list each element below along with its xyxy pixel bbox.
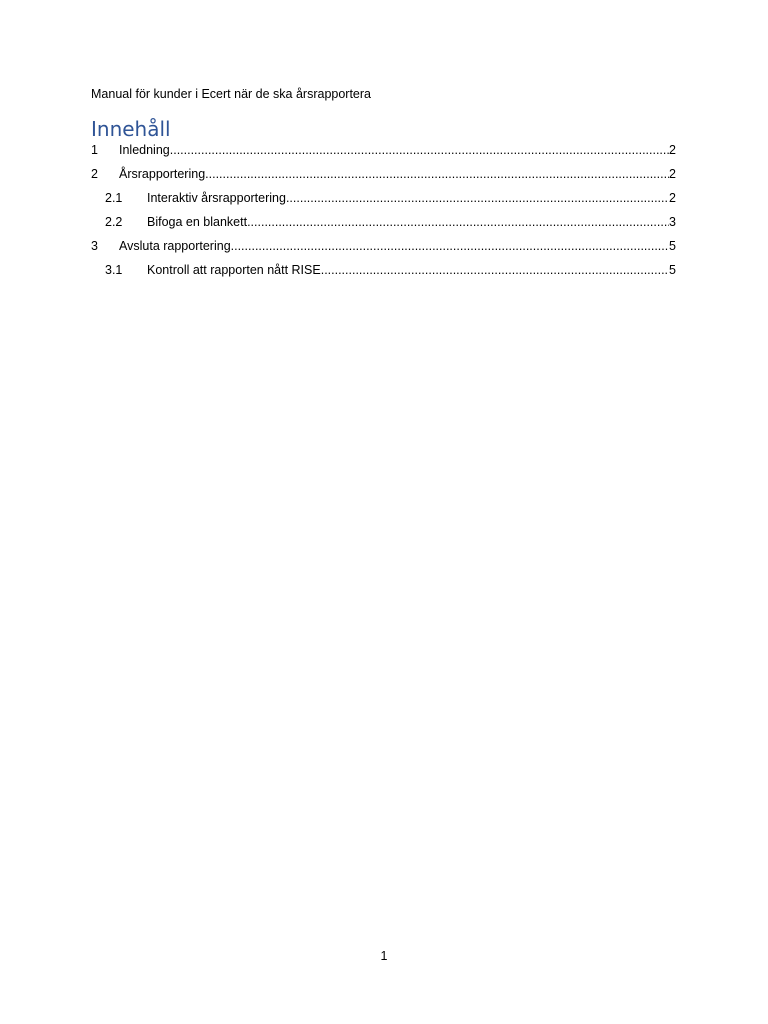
toc-entry-bifoga-en-blankett[interactable]: [91, 214, 676, 238]
toc-entry-title[interactable]: Inledning: [119, 143, 170, 157]
toc-entry-inledning[interactable]: [91, 142, 676, 166]
toc-entry-number: 2.2: [105, 215, 123, 229]
toc-entry-number: 3.1: [105, 263, 123, 277]
toc-entry-number: 2.1: [105, 191, 123, 205]
toc-entry-arsrapportering[interactable]: [91, 166, 676, 190]
toc-entry-page: 2: [669, 167, 676, 181]
page-number: 1: [380, 949, 388, 963]
toc-entry-title[interactable]: Avsluta rapportering: [119, 239, 231, 253]
toc-dot-leader: [321, 262, 669, 279]
toc-entry-page: 5: [669, 263, 676, 277]
toc-dot-leader: [205, 166, 669, 183]
toc-entry-number: 2: [91, 167, 98, 181]
toc-entry-title[interactable]: Bifoga en blankett: [147, 215, 248, 229]
toc-heading: Innehåll: [91, 117, 171, 141]
toc-entry-title[interactable]: Interaktiv årsrapportering: [147, 191, 286, 205]
toc-dot-leader: [170, 142, 669, 159]
toc-dot-leader: [247, 214, 669, 231]
document-header: Manual för kunder i Ecert när de ska årsrapportera: [91, 87, 371, 101]
toc-entry-interaktiv-arsrapportering[interactable]: [91, 190, 676, 214]
toc-entry-title[interactable]: Kontroll att rapporten nått RISE: [147, 263, 321, 277]
toc-entry-kontroll-att-rapporten-natt-rise[interactable]: [91, 262, 676, 286]
toc-entry-title[interactable]: Årsrapportering: [119, 167, 206, 181]
toc-entry-page: 2: [669, 143, 676, 157]
toc-entry-page: 5: [669, 239, 676, 253]
toc-dot-leader: [231, 238, 669, 255]
toc-entry-number: 1: [91, 143, 98, 157]
table-of-contents: [91, 142, 676, 286]
toc-entry-number: 3: [91, 239, 98, 253]
toc-dot-leader: [286, 190, 669, 207]
toc-entry-page: 3: [669, 215, 676, 229]
toc-entry-page: 2: [669, 191, 676, 205]
toc-entry-avsluta-rapportering[interactable]: [91, 238, 676, 262]
